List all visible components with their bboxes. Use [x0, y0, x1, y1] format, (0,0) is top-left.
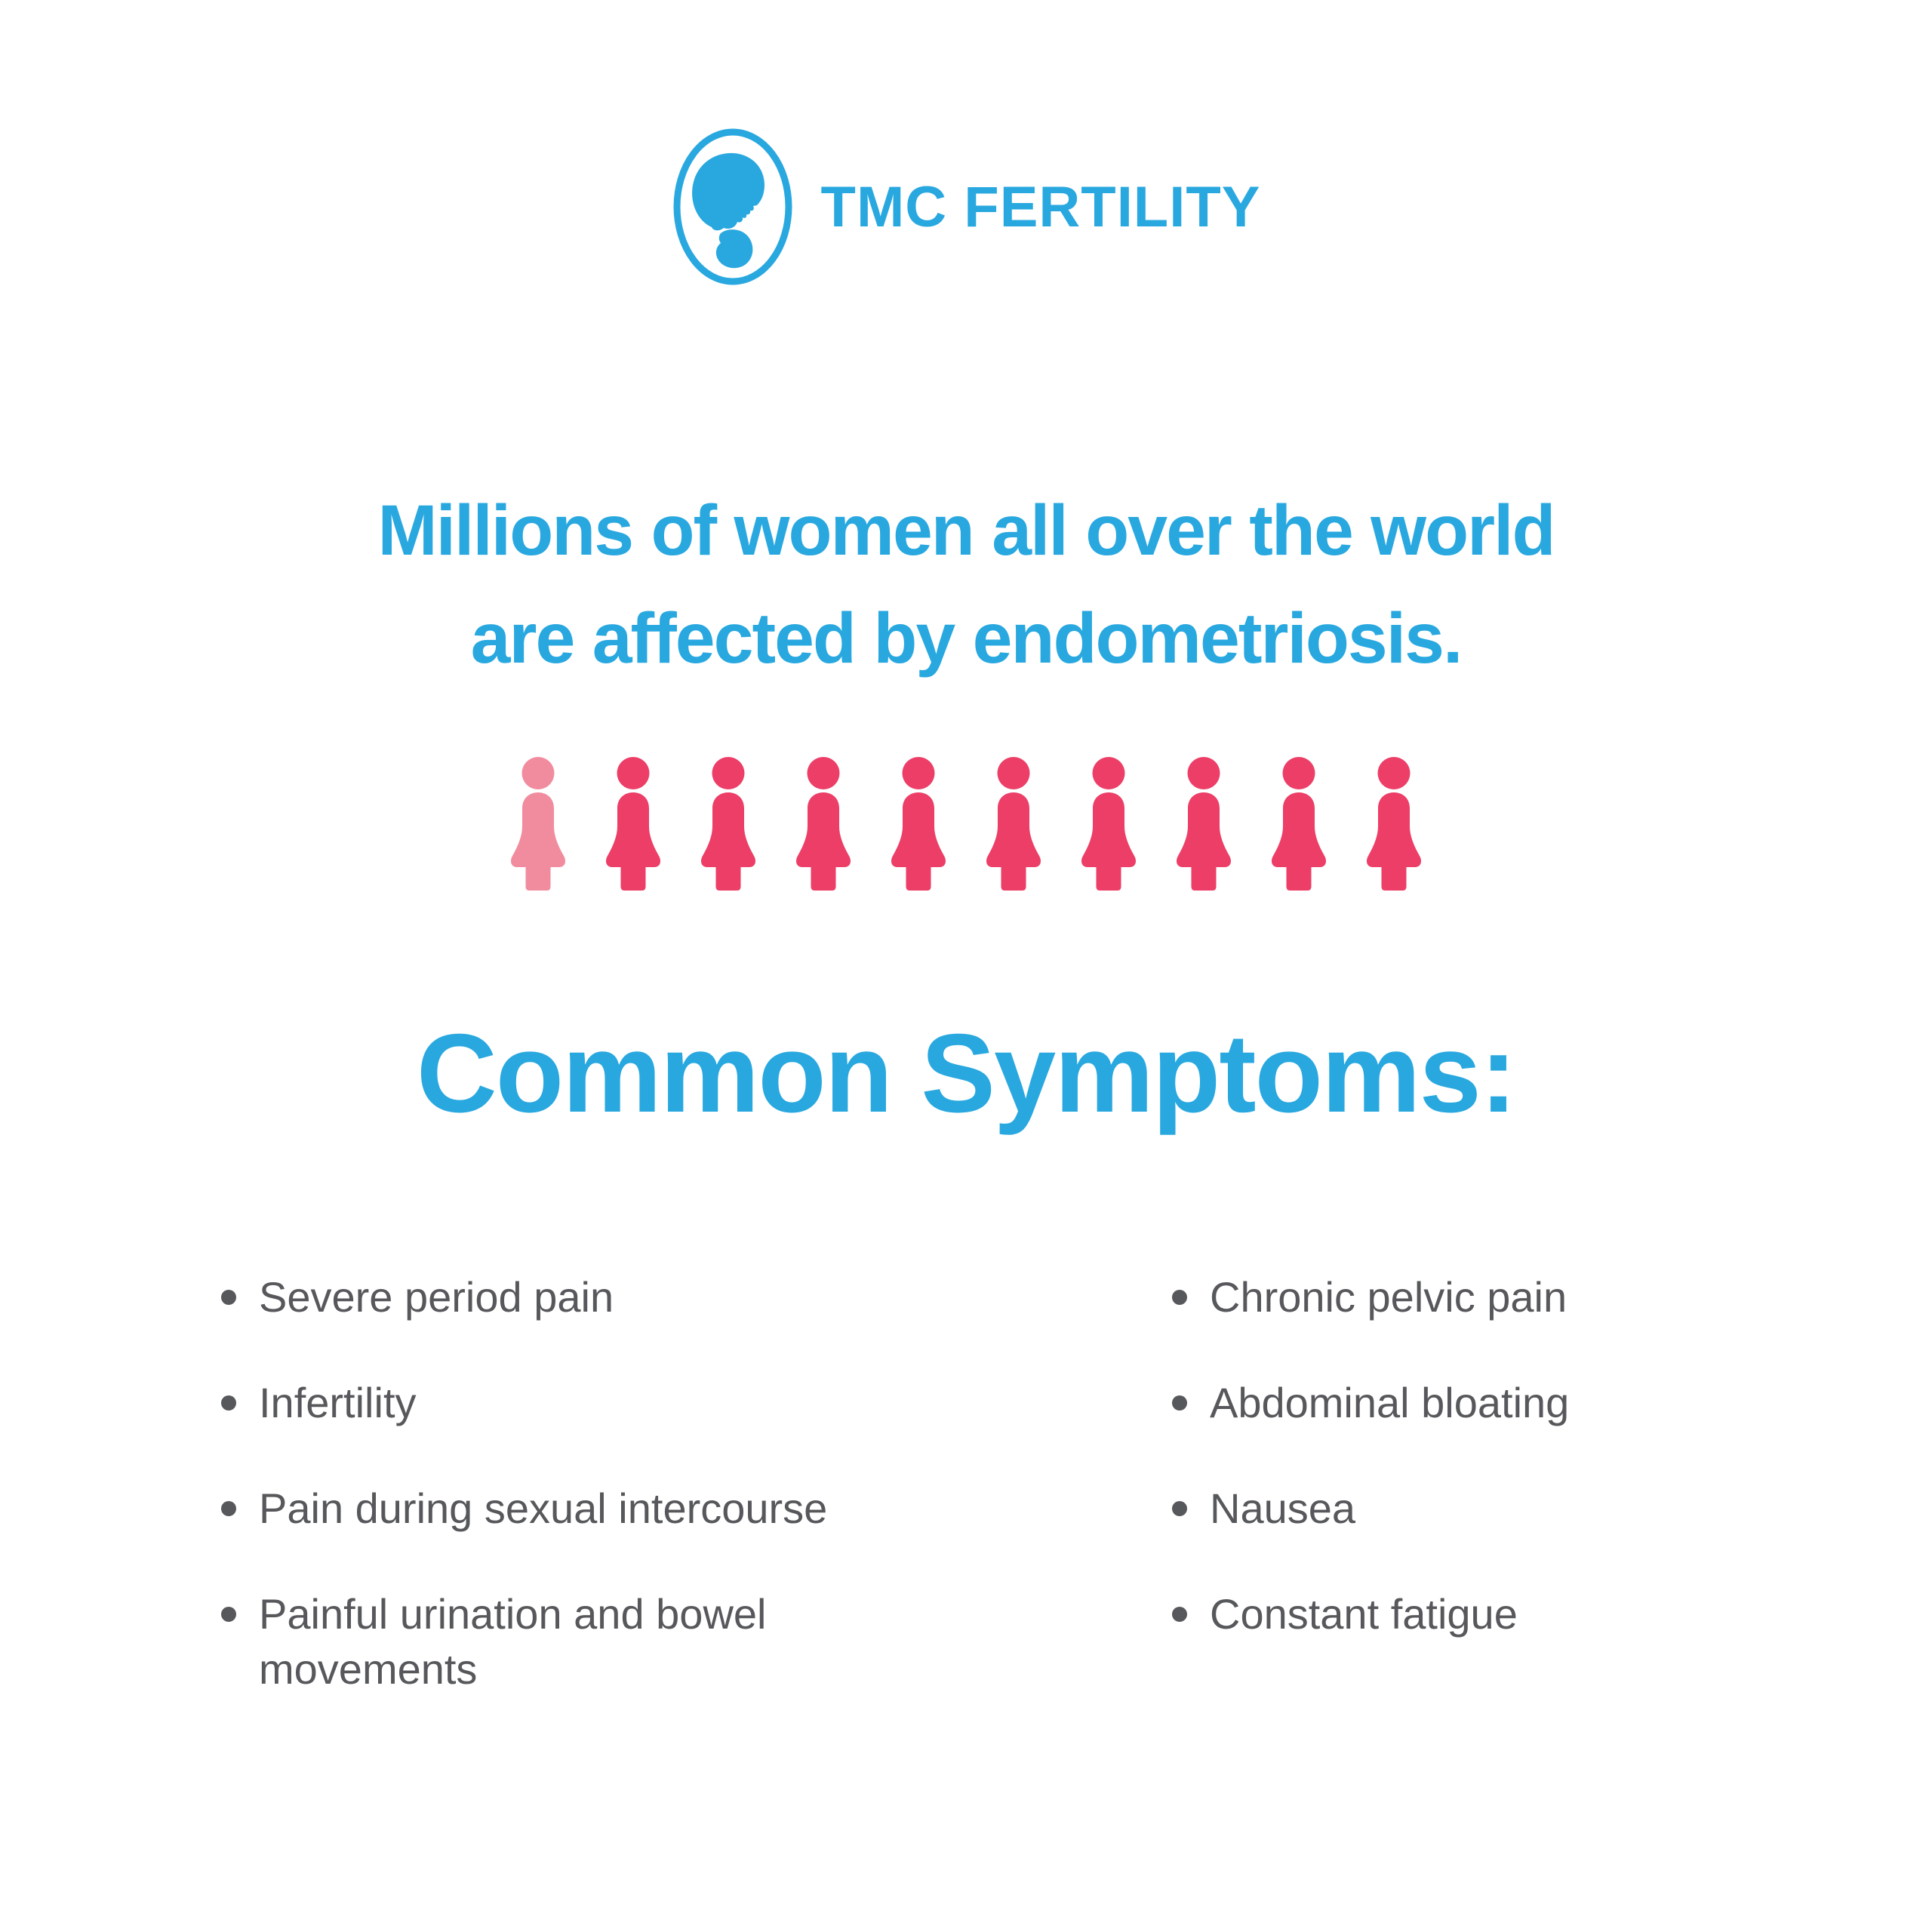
- symptom-label: Chronic pelvic pain: [1210, 1273, 1567, 1321]
- symptom-list-item: [221, 1375, 976, 1430]
- woman-icon: [1269, 757, 1329, 891]
- symptom-list-item: [1172, 1375, 1821, 1430]
- women-icons-row: [0, 757, 1932, 891]
- bullet-dot: [221, 1290, 236, 1305]
- symptom-label: Infertility: [259, 1379, 417, 1426]
- symptom-list-item: [221, 1269, 976, 1324]
- bullet-dot: [1172, 1501, 1187, 1516]
- symptom-label: Painful urination and bowel movements: [259, 1590, 767, 1693]
- symptom-label: Abdominal bloating: [1210, 1379, 1570, 1426]
- woman-icon: [508, 757, 568, 891]
- symptom-list-item: [1172, 1586, 1821, 1641]
- bullet-dot: [221, 1501, 236, 1516]
- symptom-list-item: [1172, 1481, 1821, 1536]
- woman-icon: [983, 757, 1044, 891]
- symptom-list-item: [221, 1481, 976, 1536]
- bullet-dot: [1172, 1395, 1187, 1411]
- headline: [0, 477, 1932, 693]
- logo: [0, 127, 1932, 287]
- fetus-in-oval-icon: [672, 127, 794, 287]
- symptoms-right-column: [1172, 1269, 1821, 1692]
- brand-name: TMC FERTILITY: [820, 174, 1261, 239]
- symptom-list-item: [221, 1586, 976, 1697]
- woman-icon: [793, 757, 854, 891]
- symptom-label: Constant fatigue: [1210, 1590, 1518, 1638]
- woman-icon: [888, 757, 949, 891]
- symptom-list-item: [1172, 1269, 1821, 1324]
- woman-icon: [1174, 757, 1234, 891]
- bullet-dot: [221, 1395, 236, 1411]
- woman-icon: [1364, 757, 1424, 891]
- bullet-dot: [221, 1607, 236, 1622]
- headline-line1: Millions of women all over the world: [377, 491, 1555, 571]
- bullet-dot: [1172, 1290, 1187, 1305]
- symptom-label: Nausea: [1210, 1484, 1356, 1532]
- symptoms-heading: Common Symptoms:: [416, 1011, 1516, 1136]
- woman-icon: [1078, 757, 1139, 891]
- bullet-dot: [1172, 1607, 1187, 1622]
- symptom-label: Severe period pain: [259, 1273, 614, 1321]
- woman-icon: [698, 757, 758, 891]
- woman-icon: [603, 757, 663, 891]
- symptom-label: Pain during sexual intercourse: [259, 1484, 828, 1532]
- symptoms-left-column: [221, 1269, 976, 1747]
- headline-line2: are affected by endometriosis.: [470, 598, 1462, 678]
